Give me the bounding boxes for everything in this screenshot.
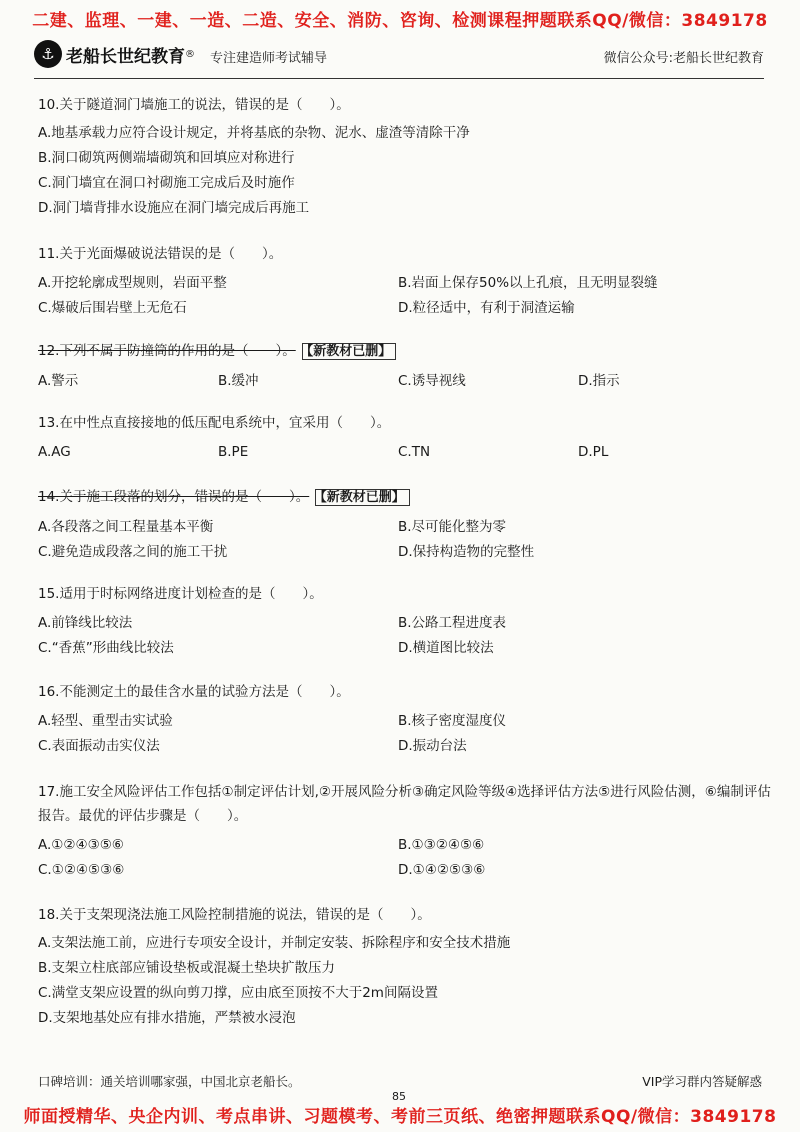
option-c: C.①②④⑤③⑥	[38, 861, 125, 878]
question-18	[38, 906, 778, 1031]
logo-text: 老船长世纪教育	[66, 46, 185, 67]
page-number: 85	[392, 1090, 406, 1103]
footer-right: VIP学习群内答疑解惑	[642, 1074, 762, 1089]
ship-logo-icon: ⚓	[34, 40, 62, 68]
option-d: D.PL	[578, 443, 609, 460]
option-a: A.①②④③⑤⑥	[38, 836, 124, 853]
option-b: B.公路工程进度表	[398, 614, 507, 631]
option-b: B.支架立柱底部应铺设垫板或混凝土垫块扩散压力	[38, 960, 336, 976]
option-d: D.保持构造物的完整性	[398, 543, 535, 560]
option-b: B.洞口砌筑两侧端墙砌筑和回填应对称进行	[38, 150, 295, 166]
header-slogan: 专注建造师考试辅导	[210, 51, 328, 66]
option-a: A.前锋线比较法	[38, 614, 133, 631]
header-wechat: 微信公众号:老船长世纪教育	[603, 51, 764, 66]
option-a: A.警示	[38, 372, 79, 389]
option-d: D.横道图比较法	[398, 639, 494, 656]
option-a: A.地基承载力应符合设计规定，并将基底的杂物、泥水、虚渣等清除干净	[38, 125, 470, 141]
question-stem: 17.施工安全风险评估工作包括①制定评估计划,②开展风险分析③确定风险等级④选择评估方法⑤进行风险估测，⑥编制评估报告。最优的评估步骤是（ ）。	[38, 784, 771, 824]
option-b: B.缓冲	[218, 372, 259, 389]
registered-mark: ®	[185, 48, 195, 60]
option-d: D.振动台法	[398, 737, 467, 754]
question-stem: 10.关于隧道洞门墙施工的说法，错误的是（ ）。	[38, 97, 350, 113]
question-10	[38, 96, 778, 221]
question-stem: 11.关于光面爆破说法错误的是（ ）。	[38, 246, 283, 262]
footer-left: 口碑培训：通关培训哪家强，中国北京老船长。	[38, 1074, 301, 1089]
question-15	[38, 585, 778, 660]
option-b: B.尽可能化整为零	[398, 518, 507, 535]
question-stem: 16.不能测定土的最佳含水量的试验方法是（ ）。	[38, 684, 350, 700]
logo	[34, 40, 195, 68]
question-11	[38, 245, 778, 320]
deleted-tag: 【新教材已删】	[315, 489, 410, 506]
option-b: B.PE	[218, 443, 249, 460]
option-d: D.粒径适中，有利于洞渣运输	[398, 299, 575, 316]
deleted-tag: 【新教材已删】	[302, 343, 397, 360]
option-c: C.诱导视线	[398, 372, 466, 389]
option-d: D.支架地基处应有排水措施，严禁被水浸泡	[38, 1010, 296, 1026]
option-c: C.避免造成段落之间的施工干扰	[38, 543, 228, 560]
option-c: C.爆破后围岩壁上无危石	[38, 299, 187, 316]
question-stem: 12.下列不属于防撞筒的作用的是（ ）。	[38, 343, 296, 359]
option-b: B.岩面上保存50%以上孔痕，且无明显裂缝	[398, 274, 658, 291]
option-a: A.轻型、重型击实试验	[38, 712, 173, 729]
question-13	[38, 414, 778, 464]
banner-top: 二建、监理、一建、一造、二造、安全、消防、咨询、检测课程押题联系QQ/微信：3849178	[32, 11, 768, 31]
question-16	[38, 683, 778, 758]
option-c: C.TN	[398, 443, 431, 460]
page-header	[34, 40, 764, 74]
question-17	[38, 780, 778, 882]
question-stem: 13.在中性点直接接地的低压配电系统中，宜采用（ ）。	[38, 415, 391, 431]
option-d: D.指示	[578, 372, 620, 389]
option-a: A.开挖轮廓成型规则，岩面平整	[38, 274, 227, 291]
question-12	[38, 342, 778, 393]
option-b: B.①③②④⑤⑥	[398, 836, 485, 853]
question-14	[38, 488, 778, 564]
option-c: C.洞门墙宜在洞口衬砌施工完成后及时施作	[38, 175, 295, 191]
question-stem: 18.关于支架现浇法施工风险控制措施的说法，错误的是（ ）。	[38, 907, 431, 923]
option-b: B.核子密度湿度仪	[398, 712, 507, 729]
header-divider	[34, 78, 764, 79]
question-stem: 15.适用于时标网络进度计划检查的是（ ）。	[38, 586, 323, 602]
option-a: A.各段落之间工程量基本平衡	[38, 518, 214, 535]
question-stem: 14.关于施工段落的划分，错误的是（ ）。	[38, 489, 310, 505]
option-c: C.“香蕉”形曲线比较法	[38, 639, 174, 656]
option-c: C.满堂支架应设置的纵向剪刀撑，应由底至顶按不大于2m间隔设置	[38, 985, 438, 1001]
option-c: C.表面振动击实仪法	[38, 737, 160, 754]
option-d: D.①④②⑤③⑥	[398, 861, 486, 878]
option-a: A.AG	[38, 443, 71, 460]
option-a: A.支架法施工前，应进行专项安全设计，并制定安装、拆除程序和安全技术措施	[38, 935, 511, 951]
option-d: D.洞门墙背排水设施应在洞门墙完成后再施工	[38, 200, 310, 216]
banner-bottom: 师面授精华、央企内训、考点串讲、习题模考、考前三页纸、绝密押题联系QQ/微信：3849178	[23, 1107, 777, 1127]
